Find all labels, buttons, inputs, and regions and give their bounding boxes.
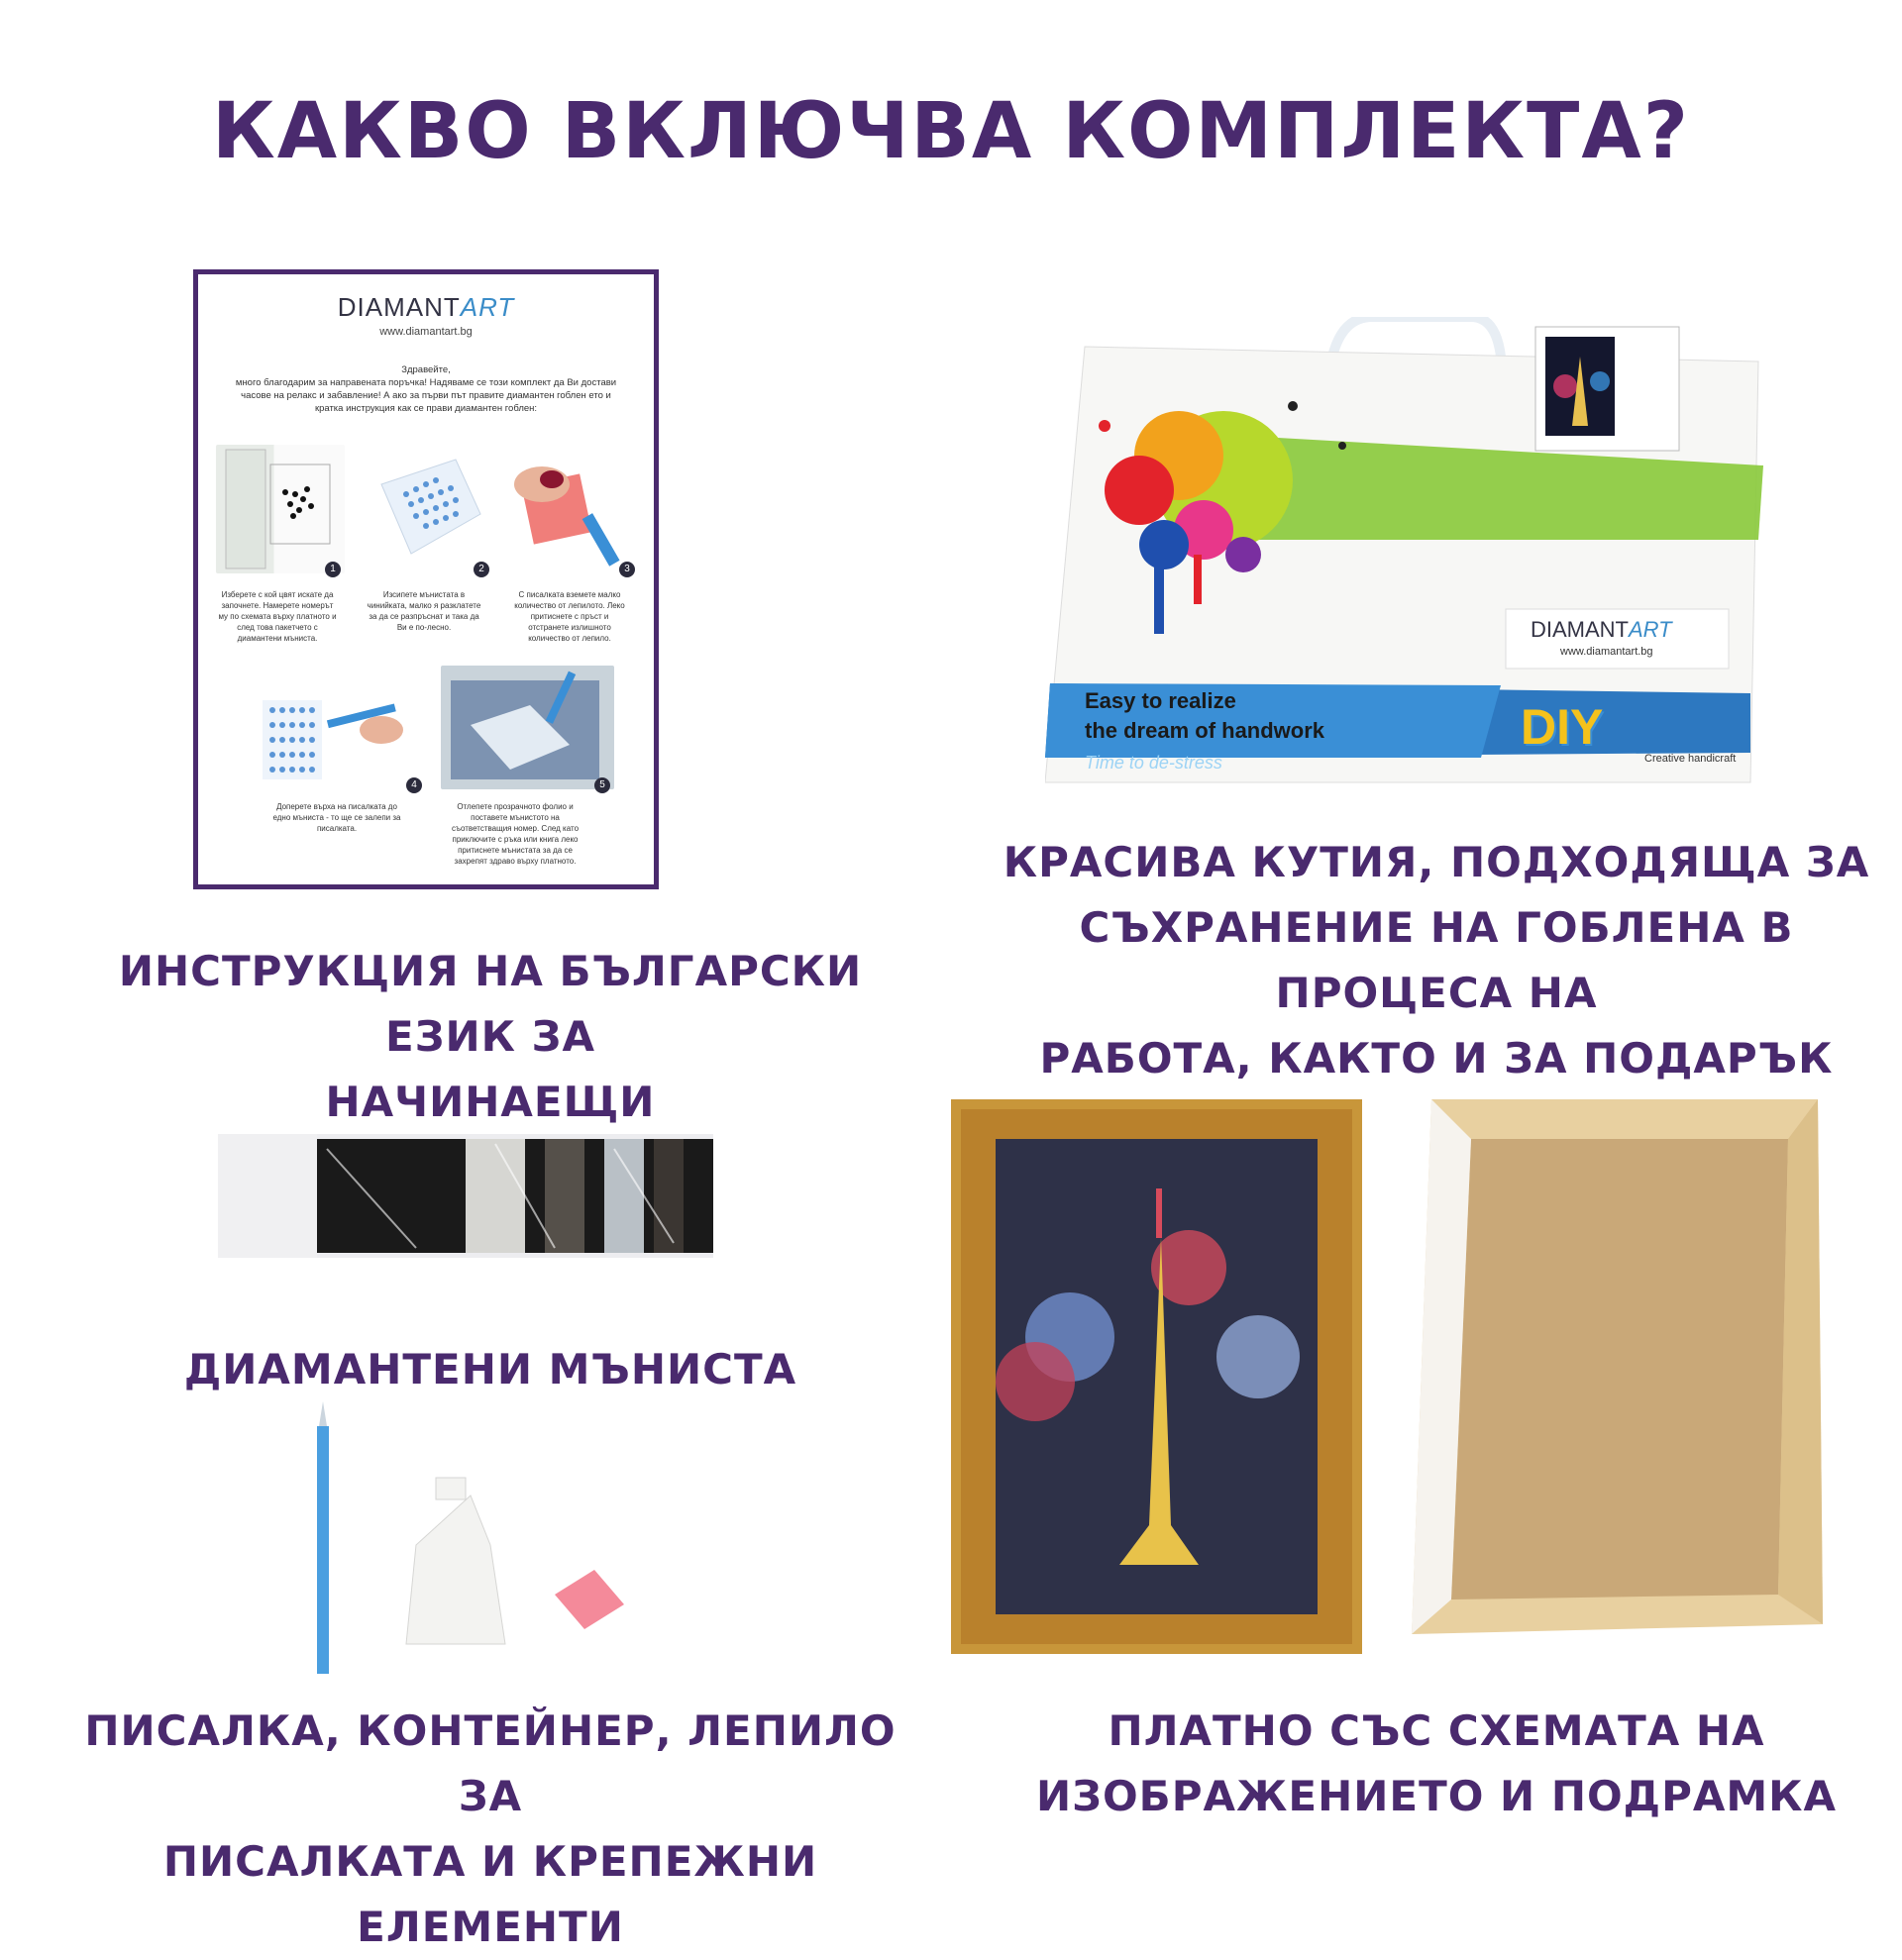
caption-instructions: ИНСТРУКЦИЯ НА БЪЛГАРСКИ ЕЗИК ЗА НАЧИНАЕЩИ: [118, 947, 863, 1126]
sheet-greeting: Здравейте,: [401, 364, 451, 375]
box-slogan-1: Easy to realize: [1085, 688, 1236, 713]
box-slogan-3: Time to de-stress: [1085, 753, 1222, 773]
canvas-apply-illustration: [441, 666, 614, 789]
box-creative-text: Creative handicraft: [1644, 753, 1737, 765]
caption-beads: ДИАМАНТЕНИ МЪНИСТА: [183, 1345, 797, 1393]
bead-tray-illustration: [362, 445, 490, 573]
sheet-website: www.diamantart.bg: [379, 326, 473, 338]
step-3-image: [507, 445, 636, 573]
instruction-sheet: [193, 269, 659, 889]
tools-illustration: [297, 1396, 654, 1674]
step-1-number: 1: [325, 562, 341, 577]
box-diy-logo: DIY: [1521, 699, 1604, 755]
box-brand-logo: DIAMANTART: [1531, 617, 1672, 642]
sheet-intro: [228, 363, 624, 415]
step-5-number: 5: [594, 777, 610, 793]
box-slogan-2: the dream of handwork: [1085, 718, 1325, 743]
page-title: КАКВО ВКЛЮЧВА КОМПЛЕКТА?: [212, 87, 1690, 176]
tools-image: [297, 1396, 654, 1674]
sheet-brand-logo: DIAMANTART: [337, 292, 515, 322]
wax-icon: [555, 1570, 624, 1629]
gift-box: [1045, 317, 1763, 792]
step-3-number: 3: [619, 562, 635, 577]
step-3-caption: С писалката вземете малко количество от лепилото. Леко притиснете с пръст и отстранете излишното количество от лепило.: [514, 590, 625, 643]
step-5-caption: Отлепете прозрачното фолио и поставете мънистото на съответстващия номер. След като приключите с ръка или книга леко притиснете мънистата за да се захрепят здраво върху платното.: [451, 802, 580, 866]
pen-pick-bead-illustration: [258, 666, 416, 789]
caption-box: КРАСИВА КУТИЯ, ПОДХОДЯЩА ЗА СЪХРАНЕНИЕ НА ГОБЛЕНА В ПРОЦЕСА НА РАБОТА, КАКТО И ЗА ПОДАРЪК: [1003, 838, 1870, 1083]
framed-canvas-illustration: [951, 1099, 1362, 1654]
caption-tools: ПИСАЛКА, КОНТЕЙНЕР, ЛЕПИЛО ЗА ПИСАЛКАТА И КРЕПЕЖНИ ЕЛЕМЕНТИ: [84, 1706, 897, 1951]
beads-bag-illustration: [218, 1129, 713, 1263]
stretcher-frame-illustration: [1412, 1099, 1828, 1634]
caption-canvas: ПЛАТНО СЪС СХЕМАТА НА ИЗОБРАЖЕНИЕТО И ПОДРАМКА: [1035, 1706, 1837, 1820]
step-2-number: 2: [474, 562, 489, 577]
wax-pen-illustration: [507, 445, 636, 573]
framed-canvas-image: [951, 1099, 1362, 1654]
beads-bag-image: [218, 1129, 713, 1263]
box-website: www.diamantart.bg: [1560, 646, 1653, 658]
step-4-caption: Доперете върха на писалката до едно мъниста - то ще се залепи за писалката.: [272, 802, 401, 833]
step-2-image: [362, 445, 490, 573]
stretcher-frame-image: [1412, 1099, 1828, 1634]
step-1-caption: Изберете с кой цвят искате да започнете. Намерете номерът му по схемата върху платното и след това пакетчето с диамантени мъниста.: [218, 590, 337, 643]
step-2-caption: Изсипете мънистата в чинийката, малко я разклатете за да се разпръснат и така да Ви е по-лесно.: [367, 590, 481, 632]
sheet-intro-text: много благодарим за направената поръчка! Надяваме се този комплект да Ви достави часове на релакс и забавление! А ако за първи път правите диамантен гоблен ето и кратка инструкция как се прави диамантен гоблен:: [235, 377, 617, 414]
step-4-image: [258, 666, 416, 789]
pen-icon: [317, 1426, 329, 1674]
tray-icon: [406, 1478, 505, 1644]
step-1-image: [216, 445, 345, 573]
step-4-number: 4: [406, 777, 422, 793]
bead-bag-illustration: [216, 445, 345, 573]
step-5-image: [441, 666, 614, 789]
